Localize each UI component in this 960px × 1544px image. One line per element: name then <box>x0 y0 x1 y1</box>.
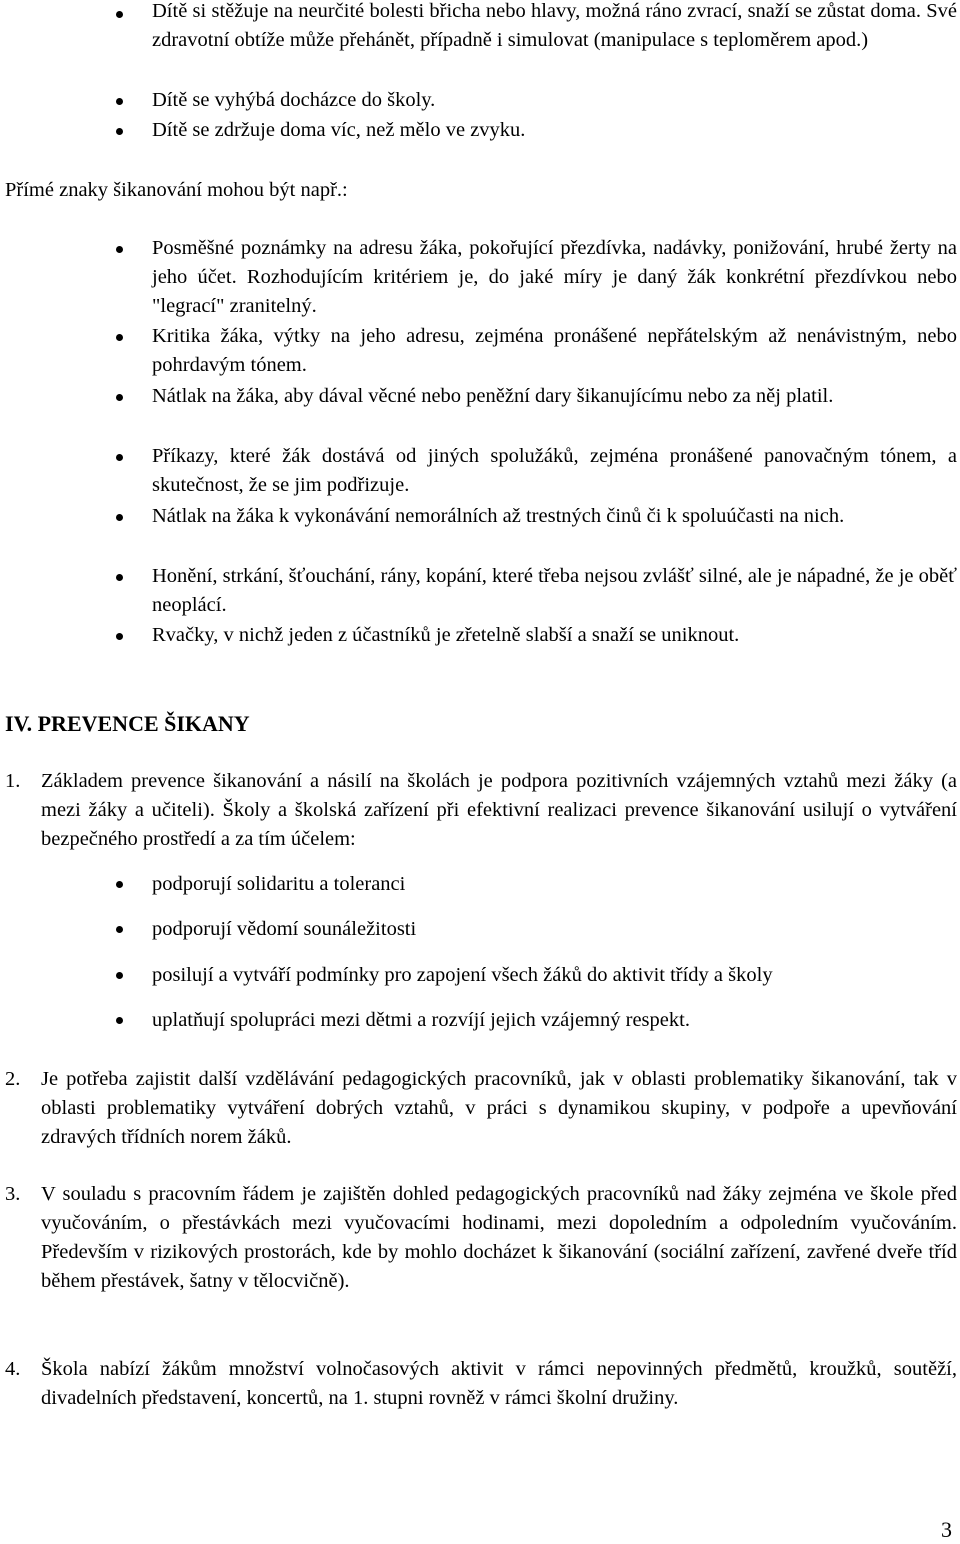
bullet-icon <box>116 454 123 461</box>
bullet-icon <box>116 926 123 933</box>
bullet-icon <box>116 334 123 341</box>
list-item-text: podporují vědomí sounáležitosti <box>152 918 417 940</box>
bullet-icon <box>116 881 123 888</box>
list-item-text: posilují a vytváří podmínky pro zapojení všech žáků do aktivit třídy a školy <box>152 964 773 986</box>
item-text: Základem prevence šikanování a násilí na školách je podpora pozitivních vzájemných vztahů mezi žáky (a mezi žáky a učiteli). Školy a školská zařízení při efektivní realizaci prevence šikanování usilují o vytváření bezpečného prostředí a za tím účelem: <box>41 770 957 850</box>
list-item-text: uplatňují spolupráci mezi dětmi a rozvíjí jejich vzájemný respekt. <box>152 1009 690 1031</box>
list-item-text: Dítě si stěžuje na neurčité bolesti břicha nebo hlavy, možná ráno zvrací, snaží se zůstat doma. Své zdravotní obtíže může přehánět, případně i simulovat (manipulace s teploměrem apod.) <box>152 0 957 51</box>
item-number: 4. <box>5 1358 21 1380</box>
bullet-icon <box>116 514 123 521</box>
bullet-icon <box>116 633 123 640</box>
list-item-text: podporují solidaritu a toleranci <box>152 873 406 895</box>
list-item-text: Honění, strkání, šťouchání, rány, kopání, které třeba nejsou zvlášť silné, ale je nápadné, že je oběť neoplácí. <box>152 565 957 616</box>
bullet-icon <box>116 98 123 105</box>
bullet-icon <box>116 394 123 401</box>
bullet-icon <box>116 246 123 253</box>
list-item-text: Nátlak na žáka k vykonávání nemorálních až trestných činů či k spoluúčasti na nich. <box>152 505 845 527</box>
item-number: 1. <box>5 770 21 792</box>
item-text: Je potřeba zajistit další vzdělávání pedagogických pracovníků, jak v oblasti problematiky šikanování, tak v oblasti problematiky vytváření dobrých vztahů, v práci s dynamikou skupiny, v podpoře a upevňování zdravých třídních norem žáků. <box>41 1068 957 1148</box>
item-text: V souladu s pracovním řádem je zajištěn dohled pedagogických pracovníků nad žáky zejména ve škole před vyučováním, o přestávkách mezi vyučovacími hodinami, mezi dopoledním a odpoledním vyučováním. Především v rizikových prostorách, kde by mohlo docházet k šikanování (sociální zařízení, zavřené dveře tříd během přestávek, šatny v tělocvičně). <box>41 1183 957 1292</box>
list-item-text: Kritika žáka, výtky na jeho adresu, zejména pronášené nepřátelským až nenávistným, nebo pohrdavým tónem. <box>152 325 957 376</box>
item-text: Škola nabízí žákům množství volnočasových aktivit v rámci nepovinných předmětů, kroužků, soutěží, divadelních představení, koncertů, na 1. stupni rovněž v rámci školní družiny. <box>41 1358 957 1409</box>
section-heading: IV. PREVENCE ŠIKANY <box>5 711 250 736</box>
list-item-text: Rvačky, v nichž jeden z účastníků je zřetelně slabší a snaží se uniknout. <box>152 624 740 646</box>
list-item-text: Posměšné poznámky na adresu žáka, pokořující přezdívka, nadávky, ponižování, hrubé žerty na jeho účet. Rozhodujícím kritériem je, do jaké míry je daný žák konkrétní přezdívkou nebo "legrací" zranitelný. <box>152 237 957 317</box>
list-item-text: Dítě se zdržuje doma víc, než mělo ve zvyku. <box>152 119 526 141</box>
bullet-icon <box>116 128 123 135</box>
list-item-text: Nátlak na žáka, aby dával věcné nebo peněžní dary šikanujícímu nebo za něj platil. <box>152 385 834 407</box>
bullet-icon <box>116 11 123 18</box>
list-item-text: Příkazy, které žák dostává od jiných spolužáků, zejména pronášené panovačným tónem, a skutečnost, že se jim podřizuje. <box>152 445 957 496</box>
item-number: 3. <box>5 1183 21 1205</box>
list-item-text: Dítě se vyhýbá docházce do školy. <box>152 89 436 111</box>
page-number: 3 <box>941 1517 952 1542</box>
item-number: 2. <box>5 1068 21 1090</box>
bullet-icon <box>116 1017 123 1024</box>
bullet-icon <box>116 972 123 979</box>
bullet-icon <box>116 574 123 581</box>
direct-signs-heading: Přímé znaky šikanování mohou být např.: <box>5 179 348 201</box>
